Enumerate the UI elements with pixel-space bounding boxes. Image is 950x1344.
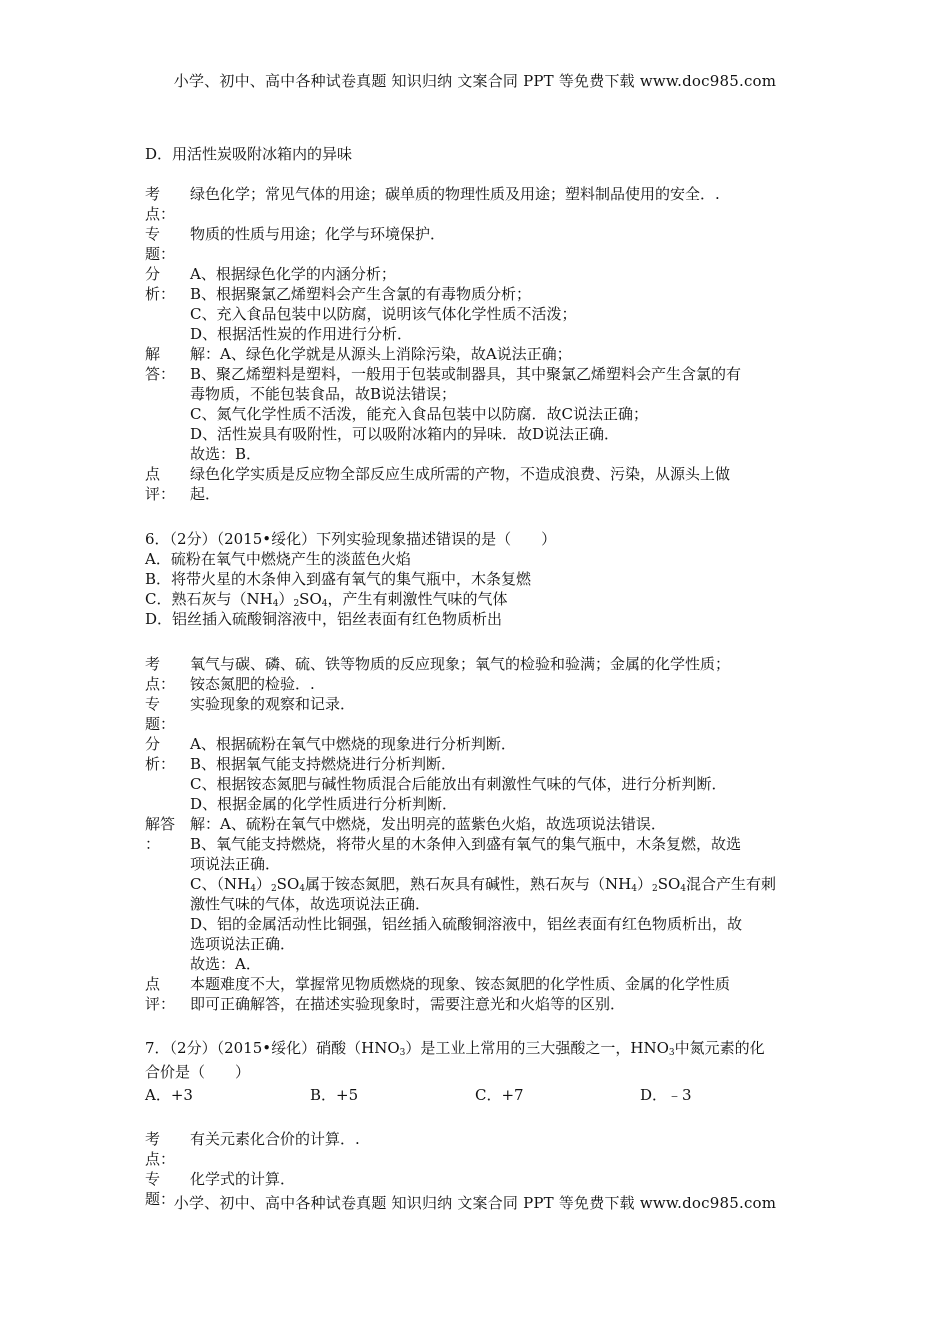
q5-kaodian xyxy=(145,184,810,224)
q5-fenxi-line: A、根据绿色化学的内涵分析； xyxy=(190,265,396,283)
label-zhuan: 专 xyxy=(145,695,161,713)
q6-jieda-line: 故选：A． xyxy=(190,955,261,973)
q6-stem: 6．（2分）（2015•绥化）下列实验现象描述错误的是（ ） xyxy=(145,530,557,548)
q6-fenxi xyxy=(145,734,810,814)
q6-zhuanti-text: 实验现象的观察和记录． xyxy=(190,695,356,713)
page-footer: 小学、初中、高中各种试卷真题 知识归纳 文案合同 PPT 等免费下载 www.doc985.com xyxy=(173,1194,777,1212)
q6-jieda-line: C、$(NH_4)_2SO_4$属于铵态氮肥，熟石灰具有碱性，熟石灰与$(NH_4)_2SO_4$混合产生有刺 xyxy=(190,875,777,894)
q6-fenxi-line: A、根据硫粉在氧气中燃烧的现象进行分析判断． xyxy=(190,735,516,753)
q6-kaodian xyxy=(145,654,810,694)
label-xi: 析： xyxy=(145,755,176,773)
q5-jieda-line: 故选：B． xyxy=(190,445,262,463)
label-jieda: 解答 xyxy=(145,815,176,833)
q5-dianping xyxy=(145,464,810,504)
q6-option-c: C．熟石灰与$(NH_4)_2SO_4$，产生有刺激性气味的气体 xyxy=(145,590,508,609)
q5-jieda-line: B、聚乙烯塑料是塑料，一般用于包装或制器具，其中聚氯乙烯塑料会产生含氯的有 xyxy=(190,365,742,383)
page-header: 小学、初中、高中各种试卷真题 知识归纳 文案合同 PPT 等免费下载 www.doc985.com xyxy=(173,72,777,90)
q7-stem-cont: 合价是（ ） xyxy=(145,1063,251,1081)
q5-fenxi xyxy=(145,264,810,344)
q6-jieda xyxy=(145,814,810,974)
label-fen: 分 xyxy=(145,735,161,753)
q7-stem: 7．（2分）（2015•绥化）硝酸$(HNO_3)$是工业上常用的三大强酸之一，$HNO_3$中氮元素的化 xyxy=(145,1039,765,1058)
label-ti: 题： xyxy=(145,245,176,263)
q7-options xyxy=(145,1084,810,1106)
q5-kaodian-text: 绿色化学；常见气体的用途；碳单质的物理性质及用途；塑料制品使用的安全．. xyxy=(190,185,720,203)
q7-kaodian xyxy=(145,1129,810,1169)
q6-fenxi-line: C、根据铵态氮肥与碱性物质混合后能放出有刺激性气味的气体，进行分析判断． xyxy=(190,775,727,793)
q5-fenxi-line: B、根据聚氯乙烯塑料会产生含氯的有毒物质分析； xyxy=(190,285,532,303)
q6-kaodian-line: 氧气与碳、磷、硫、铁等物质的反应现象；氧气的检验和验满；金属的化学性质； xyxy=(190,655,731,673)
label-colon: ： xyxy=(145,835,161,853)
q6-dianping-line: 本题难度不大，掌握常见物质燃烧的现象、铵态氮肥的化学性质、金属的化学性质 xyxy=(190,975,731,993)
label-kao: 考 xyxy=(145,185,161,203)
q5-jieda-line: C、氮气化学性质不活泼，能充入食品包装中以防腐．故C说法正确； xyxy=(190,405,648,423)
label-da: 答： xyxy=(145,365,176,383)
label-dian2: 点 xyxy=(145,975,161,993)
label-dian2: 点 xyxy=(145,465,161,483)
q5-jieda-line: 解：A、绿色化学就是从源头上消除污染，故A说法正确； xyxy=(190,345,572,363)
label-zhuan: 专 xyxy=(145,225,161,243)
q7-option-d: D．﹣3 xyxy=(640,1086,692,1104)
label-dian: 点： xyxy=(145,675,176,693)
q6-option-d: D．铝丝插入硫酸铜溶液中，铝丝表面有红色物质析出 xyxy=(145,610,503,628)
q7-option-a: A．+3 xyxy=(145,1086,193,1104)
q6-zhuanti xyxy=(145,694,810,734)
q6-jieda-line: 选项说法正确． xyxy=(190,935,296,953)
label-zhuan: 专 xyxy=(145,1170,161,1188)
q7-option-c: C．+7 xyxy=(475,1086,524,1104)
q6-option-b: B．将带火星的木条伸入到盛有氧气的集气瓶中，木条复燃 xyxy=(145,570,532,588)
q5-fenxi-line: D、根据活性炭的作用进行分析． xyxy=(190,325,413,343)
q6-fenxi-line: D、根据金属的化学性质进行分析判断． xyxy=(190,795,458,813)
label-ping: 评： xyxy=(145,995,176,1013)
q5-jieda-line: 毒物质，不能包装食品，故B说法错误； xyxy=(190,385,457,403)
q6-jieda-line: B、氧气能支持燃烧，将带火星的木条伸入到盛有氧气的集气瓶中，木条复燃，故选 xyxy=(190,835,742,853)
q6-dianping-line: 即可正确解答，在描述实验现象时，需要注意光和火焰等的区别． xyxy=(190,995,626,1013)
label-jie: 解 xyxy=(145,345,161,363)
q7-option-b: B．+5 xyxy=(310,1086,359,1104)
label-xi: 析： xyxy=(145,285,176,303)
label-ping: 评： xyxy=(145,485,176,503)
label-ti: 题： xyxy=(145,1190,176,1208)
label-ti: 题： xyxy=(145,715,176,733)
q5-jieda-line: D、活性炭具有吸附性，可以吸附冰箱内的异味．故D说法正确． xyxy=(190,425,620,443)
q6-fenxi-line: B、根据氧气能支持燃烧进行分析判断． xyxy=(190,755,457,773)
label-kao: 考 xyxy=(145,1130,161,1148)
label-dian: 点： xyxy=(145,205,176,223)
label-kao: 考 xyxy=(145,655,161,673)
document-content xyxy=(145,144,810,1209)
q7-zhuanti-text: 化学式的计算． xyxy=(190,1170,296,1188)
q5-dianping-line: 绿色化学实质是反应物全部反应生成所需的产物，不造成浪费、污染，从源头上做 xyxy=(190,465,731,483)
q5-dianping-line: 起． xyxy=(190,485,221,503)
q6-jieda-line: 解：A、硫粉在氧气中燃烧，发出明亮的蓝紫色火焰，故选项说法错误． xyxy=(190,815,666,833)
label-dian: 点： xyxy=(145,1150,176,1168)
q5-fenxi-line: C、充入食品包装中以防腐，说明该气体化学性质不活泼； xyxy=(190,305,577,323)
q6-jieda-line: D、铝的金属活动性比铜强，铝丝插入硫酸铜溶液中，铝丝表面有红色物质析出，故 xyxy=(190,915,743,933)
q5-zhuanti-text: 物质的性质与用途；化学与环境保护． xyxy=(190,225,446,243)
q6-kaodian-line: 铵态氮肥的检验．. xyxy=(190,675,315,693)
label-fen: 分 xyxy=(145,265,161,283)
q5-jieda xyxy=(145,344,810,464)
q6-jieda-line: 激性气味的气体，故选项说法正确． xyxy=(190,895,431,913)
q7-kaodian-text: 有关元素化合价的计算．. xyxy=(190,1130,360,1148)
q6-jieda-line: 项说法正确． xyxy=(190,855,281,873)
q5-zhuanti xyxy=(145,224,810,264)
q5-option-d: D．用活性炭吸附冰箱内的异味 xyxy=(145,145,353,163)
q6-dianping xyxy=(145,974,810,1014)
q6-option-a: A．硫粉在氧气中燃烧产生的淡蓝色火焰 xyxy=(145,550,411,568)
